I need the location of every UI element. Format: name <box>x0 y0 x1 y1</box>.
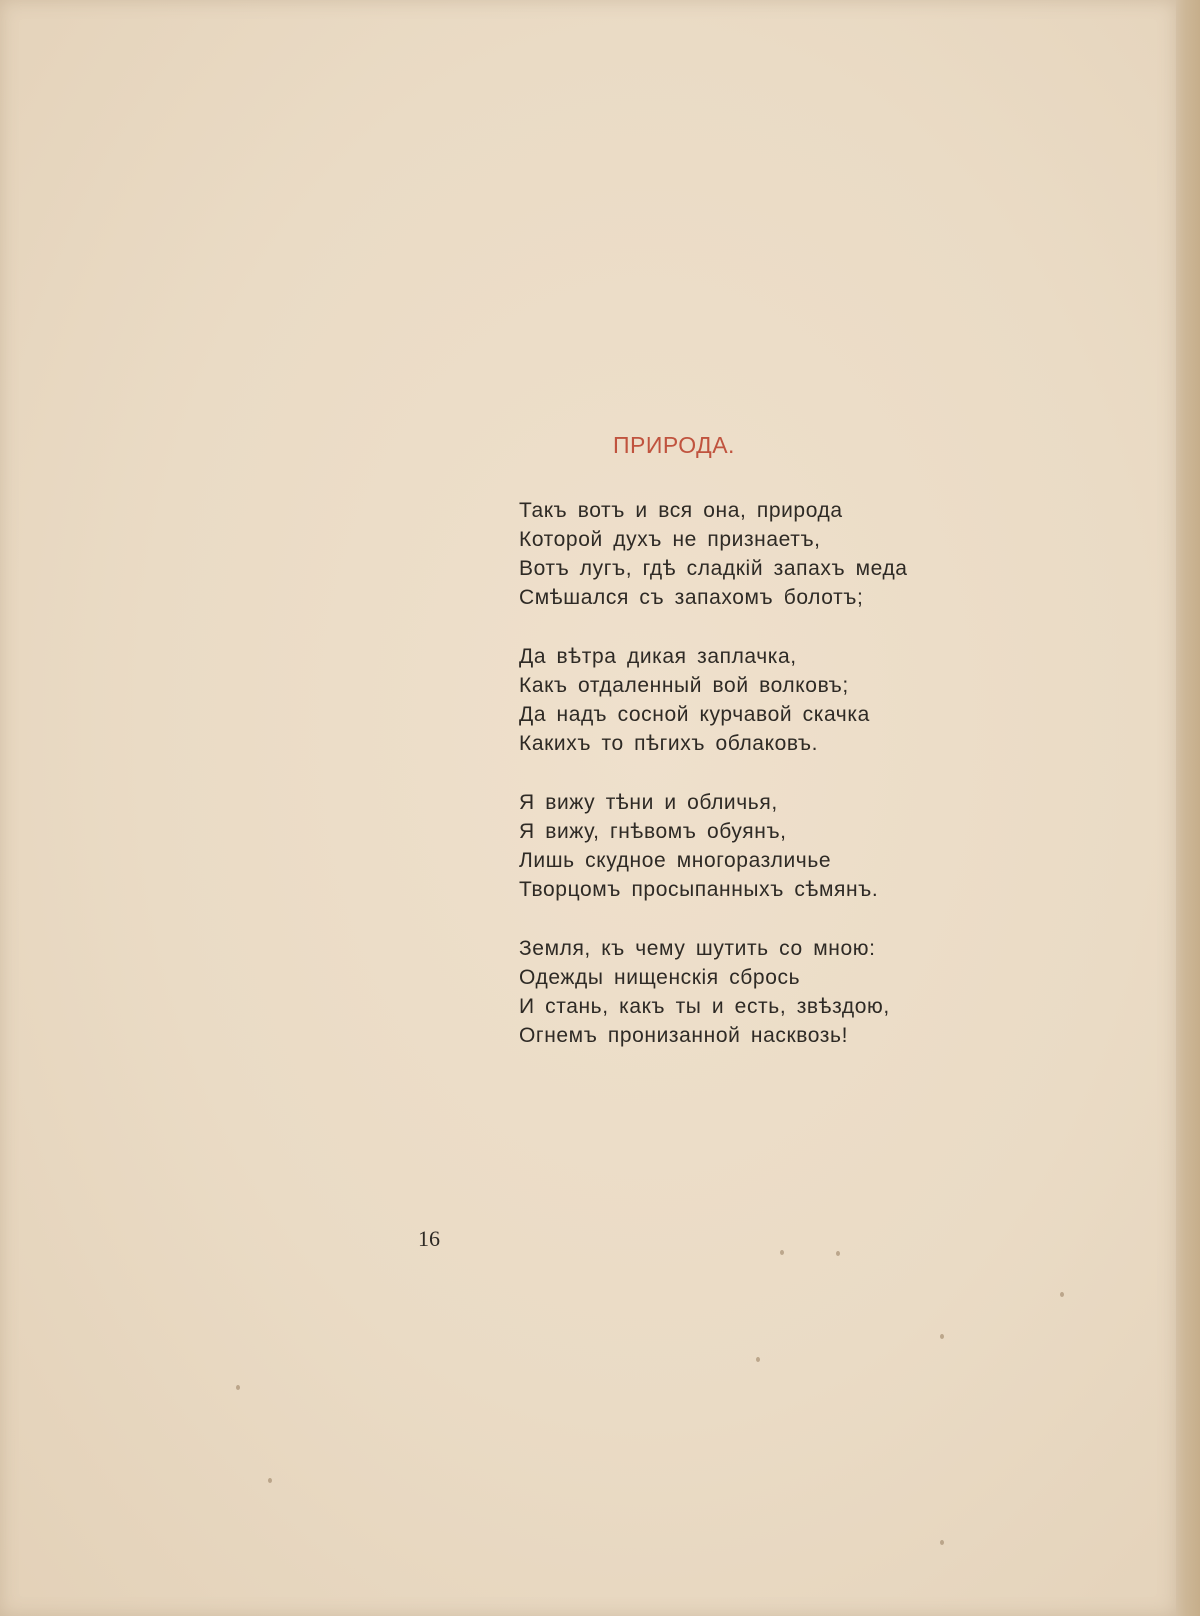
poem-line: Да вѣтра дикая заплачка, <box>519 645 797 668</box>
paper-speck <box>940 1540 944 1545</box>
paper-speck <box>236 1385 240 1390</box>
poem-line: Которой духъ не признаетъ, <box>519 528 821 551</box>
paper-speck <box>268 1478 272 1483</box>
paper-speck <box>940 1334 944 1339</box>
poem-line: Одежды нищенскія сбрось <box>519 966 801 989</box>
paper-speck <box>836 1251 840 1256</box>
poem-line: И стань, какъ ты и есть, звѣздою, <box>519 995 890 1018</box>
poem-line: Огнемъ пронизанной насквозь! <box>519 1024 849 1047</box>
page-number: 16 <box>418 1226 440 1251</box>
poem-line: Смѣшался съ запахомъ болотъ; <box>519 586 864 609</box>
poem-line: Я вижу, гнѣвомъ обуянъ, <box>519 820 787 843</box>
paper-speck <box>756 1357 760 1362</box>
stanza-4 <box>519 934 979 1050</box>
poem-title: ПРИРОДА. <box>613 432 735 458</box>
stanza-3 <box>519 788 979 904</box>
book-spine <box>1176 0 1200 1616</box>
poem-line: Творцомъ просыпанныхъ сѣмянъ. <box>519 878 879 901</box>
poem-line: Такъ вотъ и вся она, природа <box>519 499 843 522</box>
stanza-1 <box>519 496 979 612</box>
poem-line: Я вижу тѣни и обличья, <box>519 791 778 814</box>
poem-line: Лишь скудное многоразличье <box>519 849 832 872</box>
paper-speck <box>1060 1292 1064 1297</box>
poem-line: Какихъ то пѣгихъ облаковъ. <box>519 732 819 755</box>
stanza-2 <box>519 642 979 758</box>
poem-body <box>519 496 979 1080</box>
poem-line: Да надъ сосной курчавой скачка <box>519 703 870 726</box>
poem-line: Какъ отдаленный вой волковъ; <box>519 674 849 697</box>
paper-speck <box>780 1250 784 1255</box>
poem-line: Земля, къ чему шутить со мною: <box>519 937 876 960</box>
poem-line: Вотъ лугъ, гдѣ сладкій запахъ меда <box>519 557 908 580</box>
